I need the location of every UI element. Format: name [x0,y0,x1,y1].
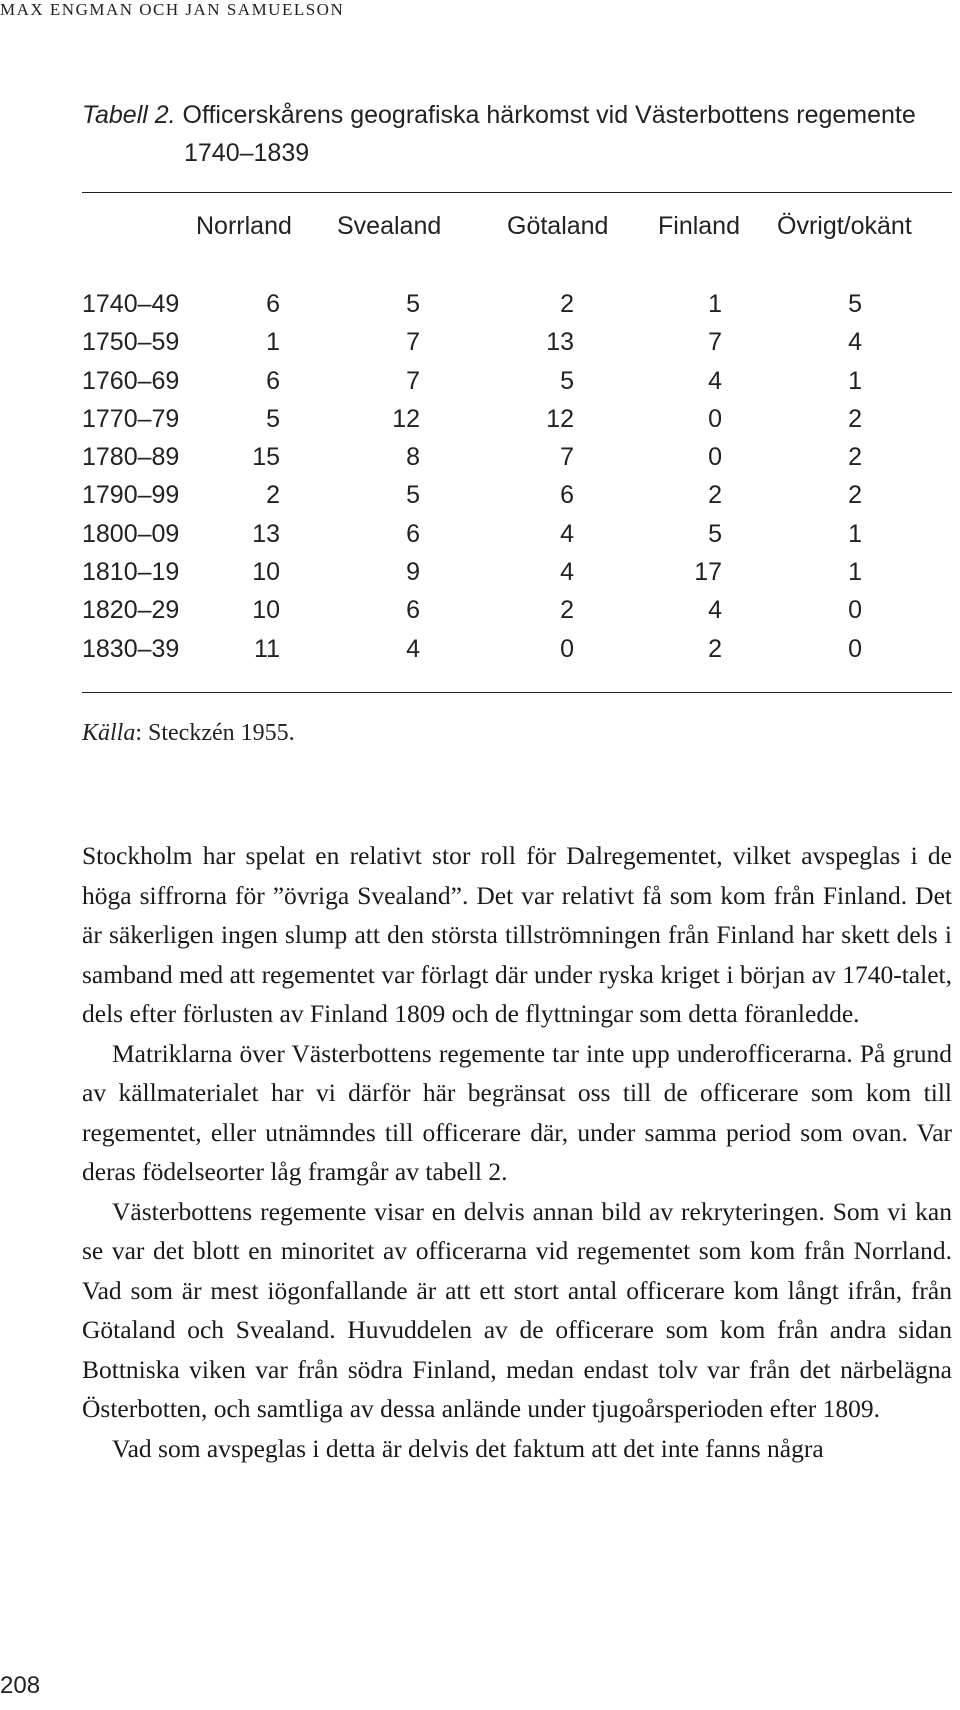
value-cell: 5 [406,290,420,318]
value-cell: 0 [708,443,722,472]
value-cell: 6 [406,596,420,625]
value-cell: 5 [848,290,862,318]
value-cell: 6 [266,366,280,395]
table-row [82,558,952,596]
value-cell: 6 [560,481,574,510]
value-cell: 10 [252,596,280,625]
table-row [82,367,952,405]
value-cell: 2 [708,634,722,663]
period-cell: 1760–69 [82,366,180,395]
table-caption [82,96,960,172]
value-cell: 2 [560,596,574,625]
paragraph: Matriklarna över Västerbottens regemente tar inte upp underofficerarna. På grund av källmaterialet har vi därför här begränsat oss till de officerare som kom till regementet, eller utnämndes till officerare där, under samma period som ovan. Var deras födelseorter låg framgår av tabell 2. [82,1038,952,1186]
source-text: : Steckzén 1955. [135,720,295,746]
value-cell: 2 [708,481,722,510]
source-label: Källa [82,720,136,746]
period-cell: 1820–29 [82,596,180,625]
value-cell: 2 [848,443,862,472]
table-row [82,596,952,634]
value-cell: 5 [406,481,420,510]
value-cell: 0 [848,596,862,625]
value-cell: 1 [266,328,280,357]
value-cell: 8 [406,443,420,472]
table-row [82,635,952,673]
value-cell: 1 [708,290,722,318]
value-cell: 5 [266,404,280,433]
table-top-rule [82,192,952,193]
value-cell: 11 [254,634,280,663]
table-row [82,290,952,328]
value-cell: 0 [848,634,862,663]
value-cell: 2 [560,290,574,318]
value-cell: 7 [406,328,420,357]
table-bottom-rule [82,692,952,693]
value-cell: 7 [560,443,574,472]
value-cell: 6 [266,290,280,318]
running-head: MAX ENGMAN OCH JAN SAMUELSON [0,0,345,19]
table-row [82,328,952,366]
value-cell: 2 [266,481,280,510]
data-table [82,212,952,663]
value-cell: 2 [848,481,862,510]
value-cell: 0 [560,634,574,663]
value-cell: 4 [848,328,862,357]
column-header: Norrland [196,212,292,240]
value-cell: 7 [406,366,420,395]
period-cell: 1800–09 [82,519,180,548]
value-cell: 13 [546,328,574,357]
value-cell: 1 [848,519,862,548]
period-cell: 1790–99 [82,481,180,510]
period-cell: 1770–79 [82,404,180,433]
page-number: 208 [0,1672,41,1699]
table-body [82,290,952,673]
caption-label: Tabell 2. [82,101,176,129]
value-cell: 12 [546,404,574,433]
period-cell: 1830–39 [82,634,180,663]
column-header: Götaland [507,212,609,240]
table-row [82,443,952,481]
value-cell: 7 [708,328,722,357]
table-row [82,481,952,519]
value-cell: 4 [560,558,574,587]
value-cell: 6 [406,519,420,548]
value-cell: 5 [708,519,722,548]
paragraph: Västerbottens regemente visar en delvis annan bild av rekryteringen. Som vi kan se var det blott en minoritet av officerarna vid regementet som kom från Norrland. Vad som är mest iögonfallande är att ett stort antal officerare kom långt ifrån, från Götaland och Svealand. Huvuddelen av de officerare som kom från andra sidan Bottniska viken var från södra Finland, medan endast tolv var från det närbelägna Österbotten, och samtliga av dessa anlände under tjugoårsperioden efter 1809. [82,1196,952,1423]
table-row [82,520,952,558]
value-cell: 4 [708,596,722,625]
column-header: Övrigt/okänt [777,212,912,240]
table-source [82,720,295,747]
value-cell: 9 [406,558,420,587]
value-cell: 1 [848,366,862,395]
column-header: Svealand [337,212,442,240]
value-cell: 0 [708,404,722,433]
value-cell: 4 [406,634,420,663]
period-cell: 1740–49 [82,290,180,318]
body-text [82,836,952,1468]
table-row [82,405,952,443]
value-cell: 12 [392,404,420,433]
value-cell: 1 [848,558,862,587]
column-header: Finland [658,212,740,240]
value-cell: 4 [708,366,722,395]
caption-text: Officerskårens geografiska härkomst vid Västerbottens regemente 1740–1839 [182,101,916,167]
table-header-row [82,212,952,252]
value-cell: 2 [848,404,862,433]
paragraph: Vad som avspeglas i detta är delvis det faktum att det inte fanns några [112,1433,824,1463]
period-cell: 1750–59 [82,328,180,357]
value-cell: 15 [252,443,280,472]
period-cell: 1780–89 [82,443,180,472]
value-cell: 13 [252,519,280,548]
value-cell: 5 [560,366,574,395]
paragraph: Stockholm har spelat en relativt stor roll för Dalregementet, vilket avspeglas i de höga siffrorna för ”övriga Svealand”. Det var relativt få som kom från Finland. Det är säkerligen ingen slump att den största tillströmningen från Finland har skett dels i samband med att regementet var förlagt där under ryska kriget i början av 1740-talet, dels efter förlusten av Finland 1809 och de flyttningar som detta föranledde. [82,841,952,1028]
period-cell: 1810–19 [82,558,180,587]
value-cell: 4 [560,519,574,548]
value-cell: 17 [694,558,722,587]
value-cell: 10 [252,558,280,587]
